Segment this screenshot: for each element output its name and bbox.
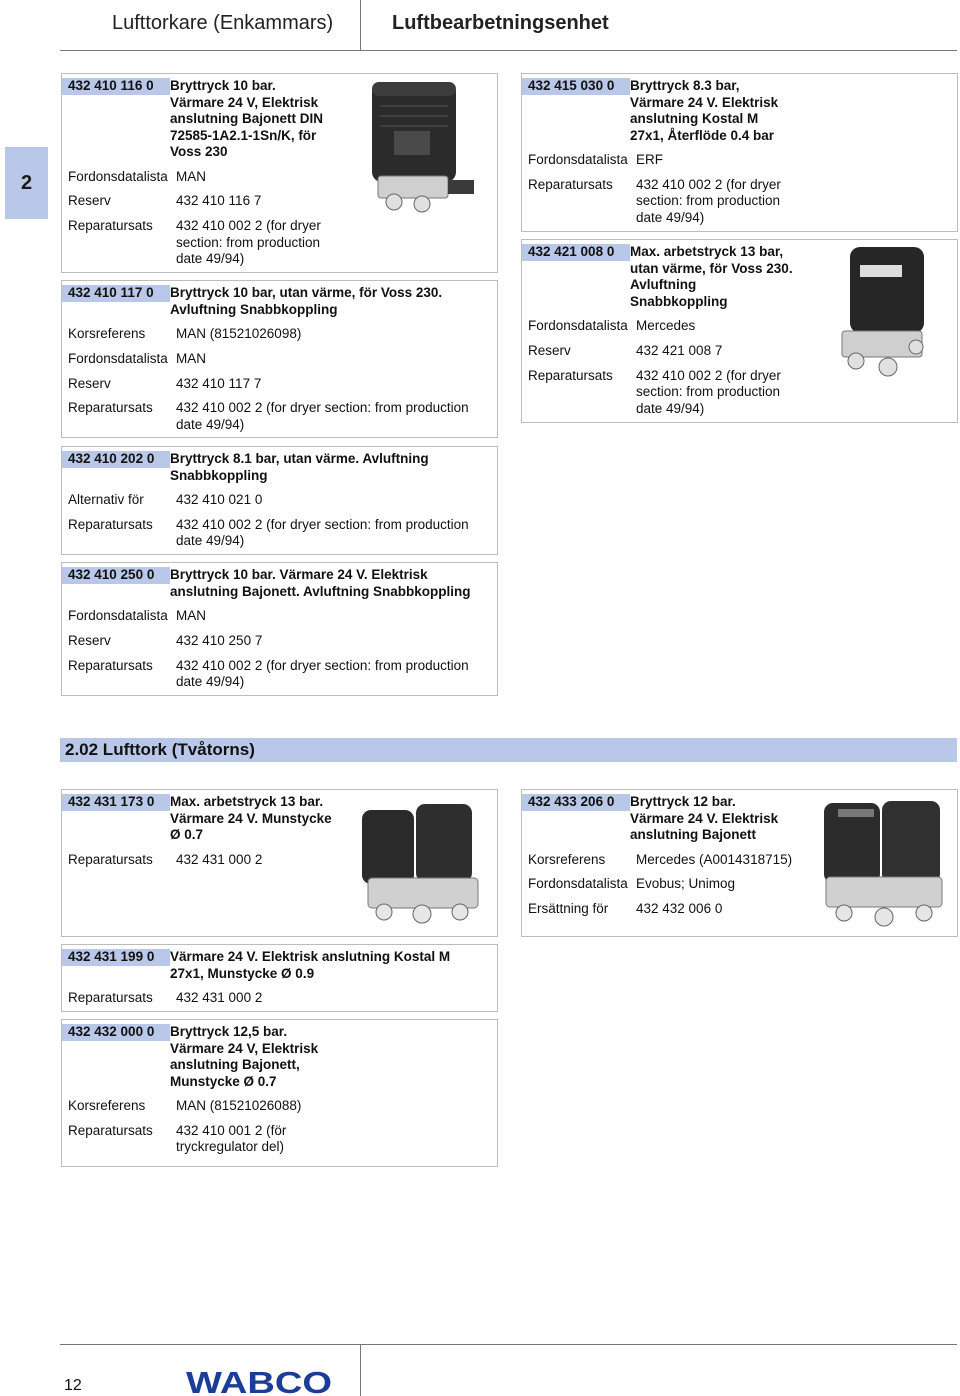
spec-value <box>176 376 261 393</box>
text-line: MAN (81521026088) <box>176 1098 302 1114</box>
part-number-row <box>62 451 429 484</box>
text-line: Snabbkoppling <box>630 293 728 309</box>
part-number-row <box>62 78 323 161</box>
chapter-number: 2 <box>20 171 33 194</box>
text-line: Värmare 24 V, Elektrisk <box>170 94 319 110</box>
spec-value <box>636 318 695 335</box>
part-number-row <box>522 78 778 144</box>
spec-value <box>636 152 663 169</box>
spec-value <box>636 368 781 418</box>
text-line: Avluftning <box>630 277 697 292</box>
spec-label: Fordonsdatalista <box>528 318 628 334</box>
text-line: 432 431 000 2 <box>176 990 263 1006</box>
part-number: 432 410 250 0 <box>62 567 170 584</box>
spec-value <box>176 658 469 691</box>
part-description <box>170 794 332 844</box>
text-line: Värmare 24 V. Elektrisk <box>630 94 779 110</box>
part-description <box>170 451 429 484</box>
part-number: 432 410 116 0 <box>62 78 170 95</box>
part-description <box>170 78 323 161</box>
text-line: Voss 230 <box>170 144 228 159</box>
product-card <box>61 280 498 438</box>
spec-label: Reparatursats <box>528 367 613 383</box>
section-heading <box>60 738 957 762</box>
spec-value <box>636 852 792 869</box>
text-line: tryckregulator del) <box>176 1139 285 1155</box>
part-number: 432 433 206 0 <box>522 794 630 811</box>
spec-label: Reparatursats <box>68 990 153 1006</box>
air-dryer-image <box>364 76 480 220</box>
spec-value <box>636 901 722 918</box>
part-description <box>170 567 470 600</box>
text-line: Värmare 24 V. Munstycke <box>170 810 332 826</box>
spec-label: Reparatursats <box>68 516 153 532</box>
text-line: 432 410 001 2 (för <box>176 1122 287 1138</box>
text-line: 432 410 021 0 <box>176 492 263 508</box>
text-line: 432 410 002 2 (for dryer section: from production <box>176 657 469 673</box>
text-line: MAN <box>176 168 206 184</box>
text-line: Värmare 24 V. Elektrisk <box>630 810 779 826</box>
text-line: anslutning Bajonett. Avluftning Snabbkoppling <box>170 583 471 599</box>
text-line: 432 410 116 7 <box>176 193 262 209</box>
spec-row <box>68 351 206 368</box>
spec-label: Reserv <box>68 375 111 391</box>
part-number: 432 415 030 0 <box>522 78 630 95</box>
spec-row <box>528 177 781 227</box>
text-line: 432 410 002 2 (for dryer <box>176 218 321 234</box>
text-line: Avluftning Snabbkoppling <box>170 301 338 317</box>
text-line: section: from production <box>636 193 781 209</box>
text-line: 432 410 250 7 <box>176 632 263 648</box>
spec-row <box>68 400 469 433</box>
spec-value <box>176 608 206 625</box>
text-line: 72585-1A2.1-1Sn/K, för <box>170 127 317 143</box>
page-number: 12 <box>64 1377 82 1394</box>
spec-row <box>528 901 722 918</box>
part-description <box>630 794 778 844</box>
footer-divider <box>360 1344 361 1396</box>
spec-row <box>68 852 262 869</box>
text-line: 432 410 002 2 (for dryer <box>636 176 781 192</box>
text-line: Värmare 24 V, Elektrisk <box>170 1040 319 1056</box>
part-number-row <box>62 794 332 844</box>
text-line: Max. arbetstryck 13 bar. <box>170 794 324 809</box>
product-card <box>521 73 958 232</box>
spec-label: Reparatursats <box>528 176 613 192</box>
text-line: date 49/94) <box>176 251 245 267</box>
part-description <box>170 1024 318 1090</box>
part-description <box>630 78 778 144</box>
part-number-row <box>62 567 470 600</box>
text-line: anslutning Bajonett, <box>170 1057 300 1072</box>
text-line: Snabbkoppling <box>170 467 268 483</box>
text-line: Bryttryck 10 bar, utan värme, för Voss 230. <box>170 285 443 300</box>
text-line: 432 431 000 2 <box>176 851 263 867</box>
text-line: Mercedes (A0014318715) <box>636 851 793 867</box>
spec-value <box>176 517 469 550</box>
spec-row <box>68 517 469 550</box>
text-line: MAN <box>176 608 206 624</box>
spec-value <box>176 326 301 343</box>
text-line: Mercedes <box>636 318 696 334</box>
spec-value <box>176 351 206 368</box>
spec-value <box>636 343 722 360</box>
spec-label: Reparatursats <box>68 218 153 234</box>
spec-label: Reserv <box>528 342 571 358</box>
text-line: 432 410 117 7 <box>176 375 262 391</box>
product-card <box>61 562 498 696</box>
spec-label: Fordonsdatalista <box>528 152 628 168</box>
air-dryer-image <box>836 243 936 385</box>
spec-row <box>68 990 262 1007</box>
part-number-row <box>522 244 793 310</box>
text-line: Max. arbetstryck 13 bar, <box>630 244 784 259</box>
spec-value <box>176 193 261 210</box>
spec-row <box>68 376 261 393</box>
spec-value <box>636 177 781 227</box>
spec-value <box>176 218 321 268</box>
spec-label: Reparatursats <box>68 400 153 416</box>
text-line: anslutning Bajonett DIN <box>170 111 323 126</box>
text-line: Bryttryck 8.3 bar, <box>630 78 740 93</box>
header-rule <box>60 50 957 51</box>
text-line: 432 410 002 2 (for dryer section: from production <box>176 516 469 532</box>
text-line: MAN <box>176 350 206 366</box>
twin-air-dryer-image <box>356 800 492 926</box>
part-number-row <box>62 285 442 318</box>
spec-label: Fordonsdatalista <box>528 876 628 892</box>
text-line: anslutning Kostal M <box>630 111 759 126</box>
spec-label: Reparatursats <box>68 1122 153 1138</box>
part-description <box>170 949 450 982</box>
spec-row <box>68 492 262 509</box>
part-number: 432 410 117 0 <box>62 285 170 302</box>
spec-row <box>68 218 321 268</box>
wabco-logo <box>186 1368 332 1396</box>
spec-value <box>176 169 206 186</box>
spec-label: Fordonsdatalista <box>68 350 168 366</box>
part-description <box>170 285 442 318</box>
text-line: date 49/94) <box>636 400 705 416</box>
text-line: MAN (81521026098) <box>176 326 302 342</box>
spec-row <box>528 368 781 418</box>
text-line: 27x1, Återflöde 0.4 bar <box>630 127 775 143</box>
text-line: Munstycke Ø 0.7 <box>170 1073 277 1089</box>
text-line: Ø 0.7 <box>170 827 204 842</box>
spec-label: Ersättning för <box>528 901 609 917</box>
spec-row <box>528 152 663 169</box>
twin-air-dryer-image <box>818 795 948 931</box>
part-number: 432 431 173 0 <box>62 794 170 811</box>
text-line: section: from production <box>176 234 321 250</box>
header-right-title: Luftbearbetningsenhet <box>392 12 609 34</box>
spec-row <box>528 343 722 360</box>
section-title: 2.02 Lufttork (Tvåtorns) <box>65 740 255 759</box>
text-line: Bryttryck 8.1 bar, utan värme. Avluftning <box>170 451 429 466</box>
text-line: Värmare 24 V. Elektrisk anslutning Kostal M <box>170 949 451 964</box>
spec-row <box>528 318 695 335</box>
spec-label: Reserv <box>68 193 111 209</box>
chapter-tab <box>5 147 48 219</box>
header-divider <box>360 0 361 50</box>
text-line: Bryttryck 12 bar. <box>630 794 736 809</box>
spec-label: Alternativ för <box>68 492 144 508</box>
text-line: anslutning Bajonett <box>630 827 756 842</box>
spec-row <box>68 633 262 650</box>
spec-value <box>636 876 735 893</box>
svg-text:WABCO: WABCO <box>186 1368 332 1396</box>
part-number-row <box>522 794 778 844</box>
text-line: section: from production <box>636 384 781 400</box>
spec-value <box>176 1098 301 1115</box>
spec-value <box>176 852 262 869</box>
part-number-row <box>62 949 450 982</box>
spec-value <box>176 400 469 433</box>
spec-value <box>176 492 262 509</box>
spec-label: Reserv <box>68 632 111 648</box>
text-line: 432 410 002 2 (for dryer <box>636 367 781 383</box>
text-line: date 49/94) <box>176 674 245 690</box>
text-line: 432 432 006 0 <box>636 901 723 917</box>
text-line: 432 421 008 7 <box>636 342 723 358</box>
spec-value <box>176 633 262 650</box>
spec-value <box>176 1123 286 1156</box>
spec-label: Fordonsdatalista <box>68 168 168 184</box>
text-line: 432 410 002 2 (for dryer section: from production <box>176 400 469 416</box>
text-line: Bryttryck 10 bar. Värmare 24 V. Elektrisk <box>170 567 428 582</box>
spec-row <box>68 1123 286 1156</box>
spec-label: Korsreferens <box>68 326 146 342</box>
spec-row <box>528 876 735 893</box>
spec-label: Fordonsdatalista <box>68 608 168 624</box>
spec-row <box>68 193 261 210</box>
spec-row <box>68 658 469 691</box>
header-left-title: Lufttorkare (Enkammars) <box>112 12 334 34</box>
footer-rule <box>60 1344 957 1345</box>
part-number: 432 410 202 0 <box>62 451 170 468</box>
product-card <box>61 944 498 1012</box>
spec-row <box>68 1098 301 1115</box>
text-line: Evobus; Unimog <box>636 876 736 892</box>
text-line: date 49/94) <box>176 416 245 432</box>
text-line: ERF <box>636 152 663 168</box>
text-line: 27x1, Munstycke Ø 0.9 <box>170 965 315 981</box>
spec-label: Korsreferens <box>528 851 606 867</box>
spec-row <box>528 852 792 869</box>
spec-row <box>68 169 206 186</box>
text-line: date 49/94) <box>636 209 705 225</box>
product-card <box>61 446 498 555</box>
spec-label: Reparatursats <box>68 657 153 673</box>
text-line: utan värme, för Voss 230. <box>630 260 793 276</box>
spec-row <box>68 326 301 343</box>
product-card <box>61 1019 498 1167</box>
spec-label: Korsreferens <box>68 1098 146 1114</box>
spec-value <box>176 990 262 1007</box>
spec-label: Reparatursats <box>68 851 153 867</box>
part-number: 432 421 008 0 <box>522 244 630 261</box>
text-line: Bryttryck 10 bar. <box>170 78 276 93</box>
part-number: 432 431 199 0 <box>62 949 170 966</box>
part-number-row <box>62 1024 318 1090</box>
text-line: date 49/94) <box>176 533 245 549</box>
spec-row <box>68 608 206 625</box>
text-line: Bryttryck 12,5 bar. <box>170 1024 288 1039</box>
part-number: 432 432 000 0 <box>62 1024 170 1041</box>
part-description <box>630 244 793 310</box>
